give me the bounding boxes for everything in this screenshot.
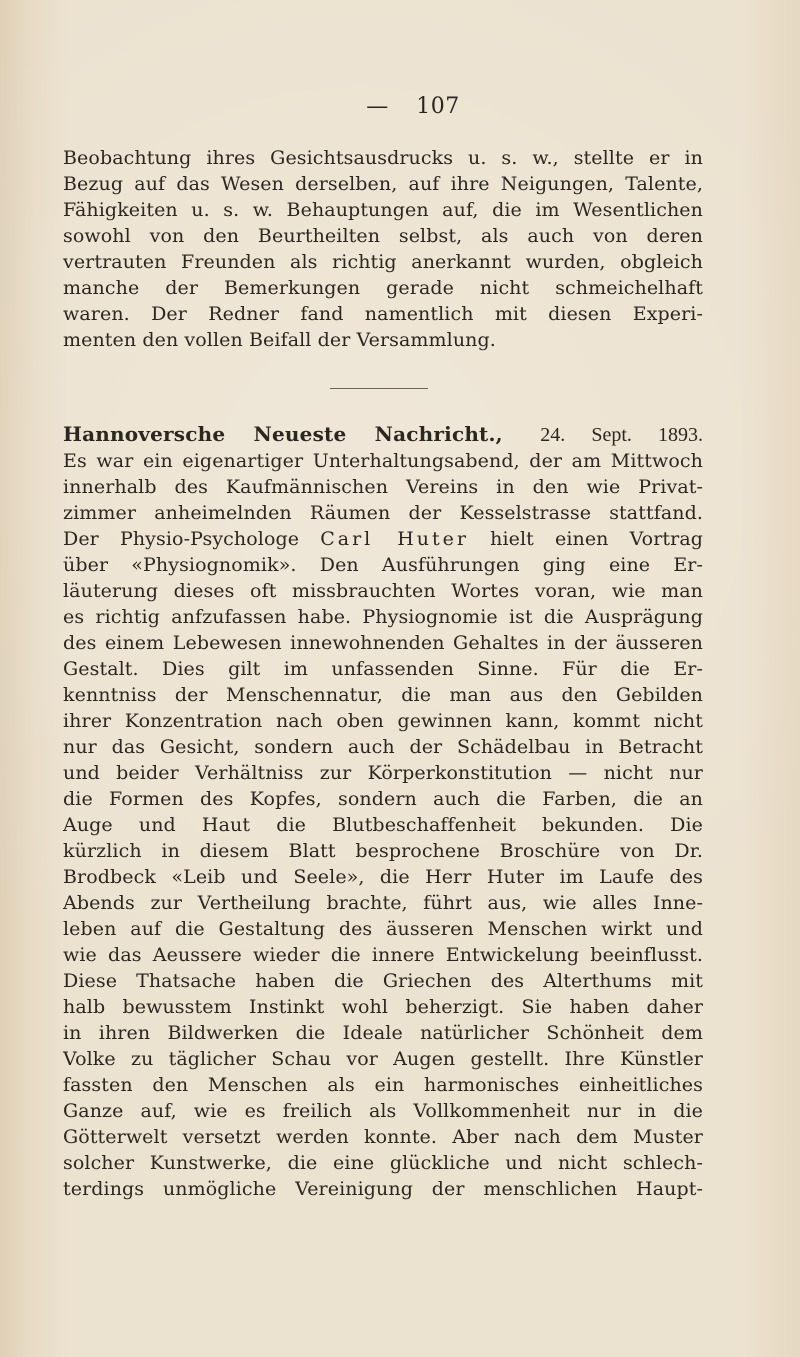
article-line: Ganze auf, wie es freilich als Vollkommenheit nur in die bbox=[63, 1100, 703, 1122]
article-line: zimmer anheimelnden Räumen der Kesselstrasse stattfand. bbox=[63, 502, 703, 524]
article-line: die Formen des Kopfes, sondern auch die Farben, die an bbox=[63, 788, 703, 810]
article-line: Auge und Haut die Blutbeschaffenheit bekunden. Die bbox=[63, 814, 703, 836]
article-line: solcher Kunstwerke, die eine glückliche und nicht schlech- bbox=[63, 1152, 703, 1174]
article-line: nur das Gesicht, sondern auch der Schädelbau in Betracht bbox=[63, 736, 703, 758]
intro-line: waren. Der Redner fand namentlich mit diesen Experi- bbox=[63, 303, 703, 325]
newspaper-name: Hannoversche Neueste Nachricht., bbox=[63, 422, 503, 446]
article-line: Abends zur Vertheilung brachte, führt aus, wie alles Inne- bbox=[63, 892, 703, 914]
article-date: 24. Sept. 1893. bbox=[540, 424, 704, 446]
article-line: fassten den Menschen als ein harmonisches einheitliches bbox=[63, 1074, 703, 1096]
article-line-suffix: hielt einen Vortrag bbox=[490, 528, 704, 550]
page-number bbox=[323, 92, 503, 122]
article-line-prefix: Der Physio-Psychologe bbox=[63, 528, 300, 550]
article-line: terdings unmögliche Vereinigung der menschlichen Haupt- bbox=[63, 1178, 703, 1200]
page-number-dash: — bbox=[366, 94, 389, 119]
article-line: es richtig anfzufassen habe. Physiognomie ist die Ausprägung bbox=[63, 606, 703, 628]
article-line: über «Physiognomik». Den Ausführungen ging eine Er- bbox=[63, 554, 703, 576]
intro-line: Beobachtung ihres Gesichtsausdrucks u. s. w., stellte er in bbox=[63, 147, 703, 169]
article-line-with-name bbox=[63, 526, 703, 552]
article-line: und beider Verhältniss zur Körperkonstitution — nicht nur bbox=[63, 762, 703, 784]
article-line: des einem Lebewesen innewohnenden Gehaltes in der äusseren bbox=[63, 632, 703, 654]
article-line: innerhalb des Kaufmännischen Vereins in den wie Privat- bbox=[63, 476, 703, 498]
article-line: Gestalt. Dies gilt im unfassenden Sinne. Für die Er- bbox=[63, 658, 703, 680]
article-line: Götterwelt versetzt werden konnte. Aber nach dem Muster bbox=[63, 1126, 703, 1148]
article-line: ihrer Konzentration nach oben gewinnen kann, kommt nicht bbox=[63, 710, 703, 732]
intro-line: Bezug auf das Wesen derselben, auf ihre Neigungen, Talente, bbox=[63, 173, 703, 195]
intro-line: menten den vollen Beifall der Versammlung. bbox=[63, 329, 496, 351]
intro-line: manche der Bemerkungen gerade nicht schmeichelhaft bbox=[63, 277, 703, 299]
intro-line: vertrauten Freunden als richtig anerkannt wurden, obgleich bbox=[63, 251, 703, 273]
intro-paragraph bbox=[63, 145, 703, 353]
article-line: wie das Aeussere wieder die innere Entwickelung beeinflusst. bbox=[63, 944, 703, 966]
article-line: Brodbeck «Leib und Seele», die Herr Huter im Laufe des bbox=[63, 866, 703, 888]
article-line: kürzlich in diesem Blatt besprochene Broschüre von Dr. bbox=[63, 840, 703, 862]
article-line: kenntniss der Menschennatur, die man aus den Gebilden bbox=[63, 684, 703, 706]
article-line: halb bewusstem Instinkt wohl beherzigt. Sie haben daher bbox=[63, 996, 703, 1018]
speaker-name: Carl Huter bbox=[320, 528, 469, 550]
article-line: Es war ein eigenartiger Unterhaltungsabend, der am Mittwoch bbox=[63, 450, 703, 472]
page-number-value: 107 bbox=[416, 94, 460, 119]
article-line: Diese Thatsache haben die Griechen des Alterthums mit bbox=[63, 970, 703, 992]
article-line: in ihren Bildwerken die Ideale natürlicher Schönheit dem bbox=[63, 1022, 703, 1044]
article-line: Volke zu täglicher Schau vor Augen gestellt. Ihre Künstler bbox=[63, 1048, 703, 1070]
article-body bbox=[63, 422, 703, 1202]
section-divider bbox=[330, 388, 428, 389]
article-line: läuterung dieses oft missbrauchten Wortes voran, wie man bbox=[63, 580, 703, 602]
intro-line: Fähigkeiten u. s. w. Behauptungen auf, die im Wesentlichen bbox=[63, 199, 703, 221]
intro-line: sowohl von den Beurtheilten selbst, als auch von deren bbox=[63, 225, 703, 247]
article-line: leben auf die Gestaltung des äusseren Menschen wirkt und bbox=[63, 918, 703, 940]
